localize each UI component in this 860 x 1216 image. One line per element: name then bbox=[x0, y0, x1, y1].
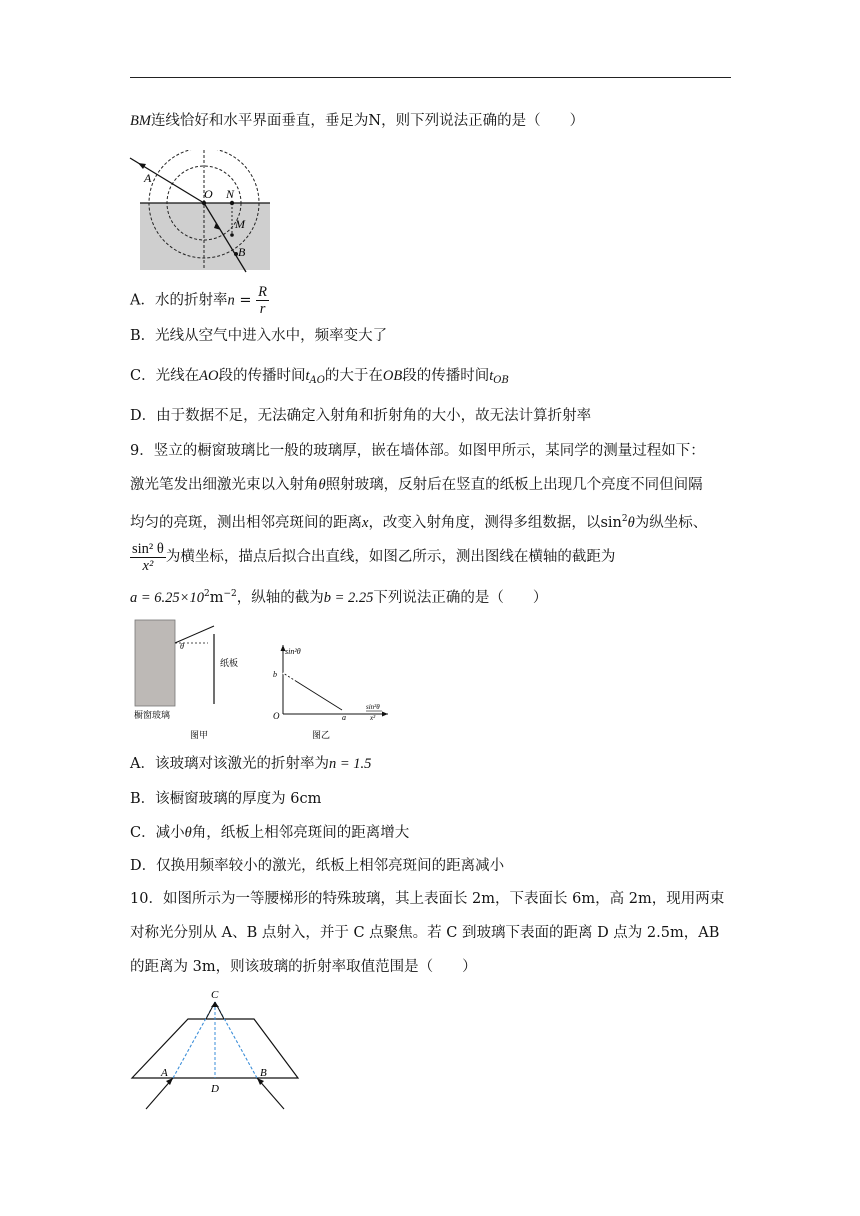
header-rule bbox=[130, 77, 731, 78]
sup-2: 2 bbox=[621, 514, 628, 524]
q9-l4-b: 为横坐标，描点后拟合出直线，如图乙所示，测出图线在横轴的截距为 bbox=[165, 549, 616, 565]
arrow-a bbox=[166, 1078, 173, 1085]
q10-line1: 10．如图所示为一等腰梯形的特殊玻璃，其上表面长 2m，下表面长 6m，高 2m，现用两束 bbox=[130, 891, 725, 907]
q8-stem-tail bbox=[130, 111, 584, 131]
q9-line4 bbox=[130, 540, 615, 574]
var-t2: t bbox=[489, 368, 494, 384]
q9-a-value: n = 1.5 bbox=[328, 756, 372, 772]
c-part4: 段的传播时间 bbox=[402, 368, 490, 384]
q10-line3: 的距离为 3m，则该玻璃的折射率取值范围是（ ） bbox=[130, 959, 477, 975]
label-b: B bbox=[238, 245, 246, 259]
q9-line5 bbox=[130, 584, 547, 608]
var-ao: AO bbox=[199, 368, 219, 384]
arrow-head-1 bbox=[138, 163, 146, 169]
exp-2: 2 bbox=[203, 589, 210, 599]
q9-option-a bbox=[130, 754, 371, 774]
frac-den-2: x² bbox=[142, 557, 154, 574]
var-ob: OB bbox=[382, 368, 403, 384]
label-o: O bbox=[204, 187, 213, 201]
q9-l3-a: 均匀的亮斑，测出相邻亮斑间的距离 bbox=[130, 514, 362, 531]
value-b: b = 2.25 bbox=[323, 589, 374, 606]
point-n bbox=[230, 201, 234, 205]
point-m bbox=[230, 233, 234, 237]
q10-line2: 对称光分别从 A、B 点射入，并于 C 点聚焦。若 C 到玻璃下表面的距离 D 点为 2.5m，AB bbox=[130, 925, 720, 941]
frac-den: r bbox=[259, 301, 266, 317]
q9-l3-c: 为纵坐标、 bbox=[634, 514, 708, 531]
q8-option-a bbox=[130, 284, 269, 317]
q9-option-c bbox=[130, 823, 409, 843]
label-theta: θ bbox=[180, 642, 184, 651]
value-a: a = 6.25×10 bbox=[130, 589, 204, 606]
fit-line bbox=[283, 673, 342, 710]
q10-figure bbox=[128, 986, 308, 1114]
label-y: sin²θ bbox=[285, 647, 301, 656]
label-b-intercept: b bbox=[273, 670, 277, 679]
q8-option-c bbox=[130, 366, 509, 391]
point-o bbox=[202, 201, 206, 205]
q8-option-b: B．光线从空气中进入水中，频率变大了 bbox=[130, 328, 388, 344]
label-origin: O bbox=[273, 711, 280, 721]
q9-line3 bbox=[130, 509, 707, 533]
c-part3: 的大于在 bbox=[324, 368, 383, 384]
laser-beam bbox=[175, 626, 214, 643]
q9-l5-b: ，纵轴的截为 bbox=[236, 589, 324, 606]
sub-ob: OB bbox=[493, 375, 509, 386]
label-c: C bbox=[211, 989, 219, 1001]
exp-neg2: −2 bbox=[223, 589, 237, 599]
var-x: x bbox=[362, 514, 369, 531]
q9-c-a: C．减小 bbox=[130, 825, 185, 841]
unit-m: m bbox=[209, 589, 224, 606]
var-n: n bbox=[227, 292, 235, 309]
q8-stem-text: 连线恰好和水平界面垂直，垂足为N，则下列说法正确的是（ ） bbox=[150, 113, 585, 129]
q9-c-b: 角，纸板上相邻亮斑间的距离增大 bbox=[191, 825, 410, 841]
eq-sign: = bbox=[234, 292, 257, 309]
caption-jia: 图甲 bbox=[190, 730, 209, 740]
q9-option-d: D．仅换用频率较小的激光，纸板上相邻亮斑间的距离减小 bbox=[130, 858, 505, 874]
label-n: N bbox=[226, 187, 235, 201]
frac-num-2: sin² θ bbox=[132, 540, 164, 557]
x-arrow bbox=[382, 712, 388, 717]
label-b2: B bbox=[260, 1067, 267, 1079]
label-x-den: x² bbox=[370, 714, 376, 722]
frac-num: R bbox=[258, 284, 267, 300]
label-d: D bbox=[211, 1083, 219, 1095]
sin-text: sin bbox=[600, 514, 622, 531]
q9-figure-yi bbox=[266, 640, 396, 744]
glass-block bbox=[135, 620, 175, 706]
caption-yi: 图乙 bbox=[312, 730, 331, 740]
fraction-sin2-x2 bbox=[130, 541, 166, 574]
sub-ao: AO bbox=[309, 375, 325, 386]
fraction-r bbox=[256, 284, 269, 317]
q9-l2-a: 激光笔发出细激光束以入射角 bbox=[130, 477, 319, 493]
label-glass: 橱窗玻璃 bbox=[134, 710, 171, 720]
q9-line1: 9．竖立的橱窗玻璃比一般的玻璃厚，嵌在墙体部。如图甲所示，某同学的测量过程如下： bbox=[130, 443, 705, 459]
opt-a-text: A．水的折射率 bbox=[130, 292, 228, 309]
water-region bbox=[140, 203, 270, 270]
label-x-num: sin²θ bbox=[366, 703, 380, 711]
var-bm: BM bbox=[130, 113, 151, 129]
q9-l5-d: 下列说法正确的是（ ） bbox=[373, 589, 548, 606]
label-a2: A bbox=[161, 1067, 168, 1079]
q9-l2-b: 照射玻璃，反射后在竖直的纸板上出现几个亮度不同但间隔 bbox=[325, 477, 703, 493]
label-a-intercept: a bbox=[342, 713, 346, 722]
q9-option-b: B．该橱窗玻璃的厚度为 6cm bbox=[130, 791, 322, 807]
q8-figure bbox=[128, 150, 288, 275]
q8-option-d: D．由于数据不足，无法确定入射角和折射角的大小，故无法计算折射率 bbox=[130, 408, 592, 424]
var-t: t bbox=[305, 368, 310, 384]
q9-a-text: A．该玻璃对该激光的折射率为 bbox=[130, 756, 329, 772]
q9-l3-b: ，改变入射角度，测得多组数据，以 bbox=[368, 514, 601, 531]
var-theta-2: θ bbox=[627, 514, 635, 531]
q9-line2 bbox=[130, 475, 703, 495]
var-theta: θ bbox=[318, 477, 326, 493]
c-part2: 段的传播时间 bbox=[218, 368, 306, 384]
c-part1: C．光线在 bbox=[130, 368, 200, 384]
label-a: A bbox=[144, 171, 152, 185]
var-theta-3: θ bbox=[184, 825, 192, 841]
q9-figure-jia bbox=[128, 616, 258, 742]
label-m: M bbox=[235, 217, 245, 231]
arrow-b bbox=[257, 1078, 264, 1085]
label-paper: 纸板 bbox=[220, 658, 239, 668]
